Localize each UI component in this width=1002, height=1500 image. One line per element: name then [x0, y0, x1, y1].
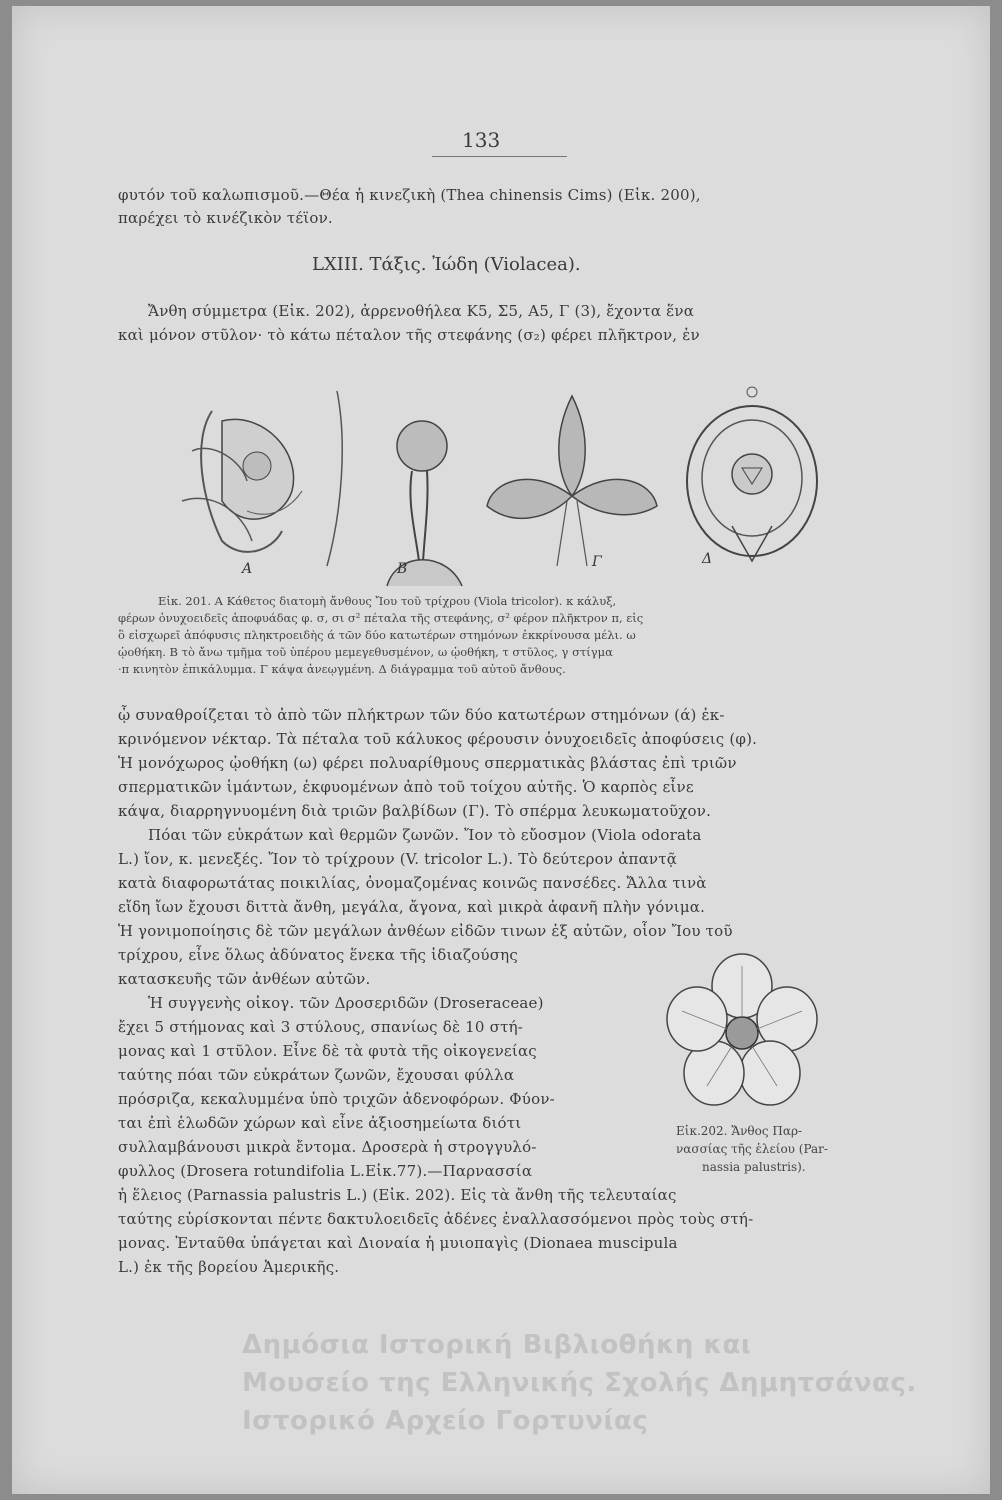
figure-label-b: Β: [397, 561, 408, 577]
text-line: ἔχει 5 στήμονας καὶ 3 στύλους, σπανίως δὲ 10 στή-: [118, 1018, 524, 1036]
text-line: παρέχει τὸ κινέζικὸν τέϊον.: [118, 209, 333, 227]
section-heading: LXIII. Τάξις. Ἰώδη (Violacea).: [312, 254, 581, 275]
figure-caption-line: νασσίας τῆς ἑλείου (Par-: [676, 1142, 828, 1156]
text-line: ἡ ἕλειος (Parnassia palustris L.) (Εἰκ. 202). Εἰς τὰ ἄνθη τῆς τελευταίας: [118, 1186, 677, 1204]
watermark-line: Ιστορικό Αρχείο Γορτυνίας: [242, 1406, 649, 1436]
text-line: κάψα, διαρρηγνυομένη διὰ τριῶν βαλβίδων (Γ). Τὸ σπέρμα λευκωματοῦχον.: [118, 802, 712, 820]
figure-label-a: Α: [242, 561, 253, 577]
text-line: Ἡ συγγενὴς οἰκογ. τῶν Δροσεριδῶν (Droseraceae): [148, 994, 544, 1012]
text-line: Ἡ μονόχωρος ᾠοθήκη (ω) φέρει πολυαρίθμους σπερματικὰς βλάστας ἐπὶ τριῶν: [118, 754, 737, 772]
figure-caption-line: Εἰκ.202. Ἄνθος Παρ-: [676, 1124, 803, 1138]
text-line: Ἄνθη σύμμετρα (Εἰκ. 202), ἀρρενοθήλεα Κ5, Σ5, Α5, Γ (3), ἔχοντα ἕνα: [148, 302, 695, 320]
figure-label-g: Γ: [592, 554, 602, 570]
figure-caption-line: nassia palustris).: [702, 1160, 806, 1174]
parnassia-flower-illustration: [662, 951, 822, 1111]
text-line: φυλλος (Drosera rotundifolia L.Εἰκ.77).—Παρνασσία: [118, 1162, 533, 1180]
page-number: 133: [462, 128, 501, 152]
text-line: μονας καὶ 1 στῦλον. Εἶνε δὲ τὰ φυτὰ τῆς οἰκογενείας: [118, 1042, 537, 1060]
text-line: ταύτης εὑρίσκονται πέντε δακτυλοειδεῖς ἀδένες ἐναλλασσόμενοι πρὸς τοὺς στή-: [118, 1210, 754, 1228]
text-line: φυτόν τοῦ καλωπισμοῦ.—Θέα ἡ κινεζικὴ (Thea chinensis Cims) (Εἰκ. 200),: [118, 186, 701, 204]
text-line: πρόσριζα, κεκαλυμμένα ὑπὸ τριχῶν ἀδενοφόρων. Φύον-: [118, 1090, 555, 1108]
text-line: κατὰ διαφορωτάτας ποικιλίας, ὀνομαζομένας κοινῶς πανσέδες. Ἄλλα τινὰ: [118, 874, 707, 892]
figure-caption-line: ·π κινητὸν ἐπικάλυμμα. Γ κάψα ἀνεῳγμένη. Δ διάγραμμα τοῦ αὐτοῦ ἄνθους.: [118, 662, 566, 676]
text-line: ᾧ συναθροίζεται τὸ ἀπὸ τῶν πλήκτρων τῶν δύο κατωτέρων στημόνων (ά) ἐκ-: [118, 706, 725, 724]
text-line: κατασκευῆς τῶν ἀνθέων αὐτῶν.: [118, 970, 371, 988]
text-line: Ἡ γονιμοποίησις δὲ τῶν μεγάλων ἀνθέων εἰδῶν τινων ἐξ αὐτῶν, οἷον Ἴου τοῦ: [118, 922, 733, 940]
text-line: εἴδη ἴων ἔχουσι διττὰ ἄνθη, μεγάλα, ἄγονα, καὶ μικρὰ ἀφανῆ πλὴν γόνιμα.: [118, 898, 706, 916]
text-line: Πόαι τῶν εὐκράτων καὶ θερμῶν ζωνῶν. Ἴον τὸ εὔοσμον (Viola odorata: [148, 826, 702, 844]
text-line: σπερματικῶν ἱμάντων, ἐκφυομένων ἀπὸ τοῦ τοίχου αὐτῆς. Ὁ καρπὸς εἶνε: [118, 778, 694, 796]
text-line: ταύτης πόαι τῶν εὐκράτων ζωνῶν, ἔχουσαι φύλλα: [118, 1066, 515, 1084]
text-line: κρινόμενον νέκταρ. Τὰ πέταλα τοῦ κάλυκος φέρουσιν ὀνυχοειδεῖς ἀποφύσεις (φ).: [118, 730, 758, 748]
pistil-illustration: [367, 411, 477, 591]
text-line: συλλαμβάνουσι μικρὰ ἔντομα. Δροσερὰ ἡ στρογγυλό-: [118, 1138, 537, 1156]
open-capsule-illustration: [482, 386, 662, 576]
figure-caption-line: φέρων ὀνυχοειδεῖς ἀποφυάδας φ. σ, σι σ² πέταλα τῆς στεφάνης, σ² φέρον πλῆκτρον π, εἰς: [118, 611, 644, 625]
text-line: ται ἐπὶ ἑλωδῶν χώρων καὶ εἶνε ἀξιοσημείωτα διότι: [118, 1114, 522, 1132]
flower-section-illustration: [152, 381, 362, 581]
figure-caption-line: ᾠοθήκη. Β τὸ ἄνω τμῆμα τοῦ ὑπέρου μεμεγεθυσμένον, ω ᾠοθήκη, τ στῦλος, γ στίγμα: [118, 645, 613, 659]
text-line: καὶ μόνον στῦλον· τὸ κάτω πέταλον τῆς στεφάνης (σ₂) φέρει πλῆκτρον, ἐν: [118, 326, 700, 344]
watermark-line: Μουσείο της Ελληνικής Σχολής Δημητσάνας.: [242, 1368, 917, 1398]
watermark-line: Δημόσια Ιστορική Βιβλιοθήκη και: [242, 1330, 752, 1360]
text-line: L.) ἐκ τῆς βορείου Ἀμερικῆς.: [118, 1258, 340, 1276]
text-line: μονας. Ἐνταῦθα ὑπάγεται καὶ Διοναία ἡ μυιοπαγὶς (Dionaea muscipula: [118, 1234, 678, 1252]
figure-caption-line: Εἰκ. 201. Α Κάθετος διατομὴ ἄνθους Ἴου τοῦ τρίχρου (Viola tricolor). κ κάλυξ,: [158, 594, 617, 608]
text-line: τρίχρου, εἶνε ὅλως ἀδύνατος ἕνεκα τῆς ἰδιαζούσης: [118, 946, 518, 964]
floral-diagram-illustration: [677, 386, 827, 576]
book-page: [12, 6, 990, 1494]
figure-label-d: Δ: [702, 551, 713, 567]
page-number-underline: [432, 156, 567, 157]
figure-caption-line: ὃ εἰσχωρεῖ ἀπόφυσις πληκτροειδὴς ά τῶν δύο κατωτέρων στημόνων ἐκκρίνουσα μέλι. ω: [118, 628, 636, 642]
text-line: L.) ἴον, κ. μενεξές. Ἴον τὸ τρίχρουν (V. tricolor L.). Τὸ δεύτερον ἀπαντᾷ: [118, 850, 678, 868]
